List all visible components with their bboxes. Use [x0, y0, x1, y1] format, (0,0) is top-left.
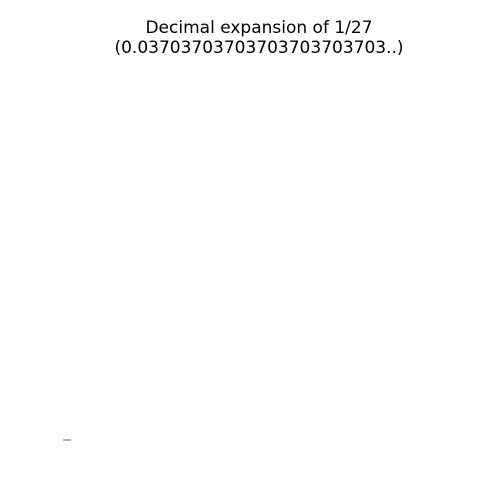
- chart-title-line-1: Decimal expansion of 1/27: [145, 18, 373, 38]
- chart-title-line-2: (0.03703703703703703703703..): [114, 38, 404, 58]
